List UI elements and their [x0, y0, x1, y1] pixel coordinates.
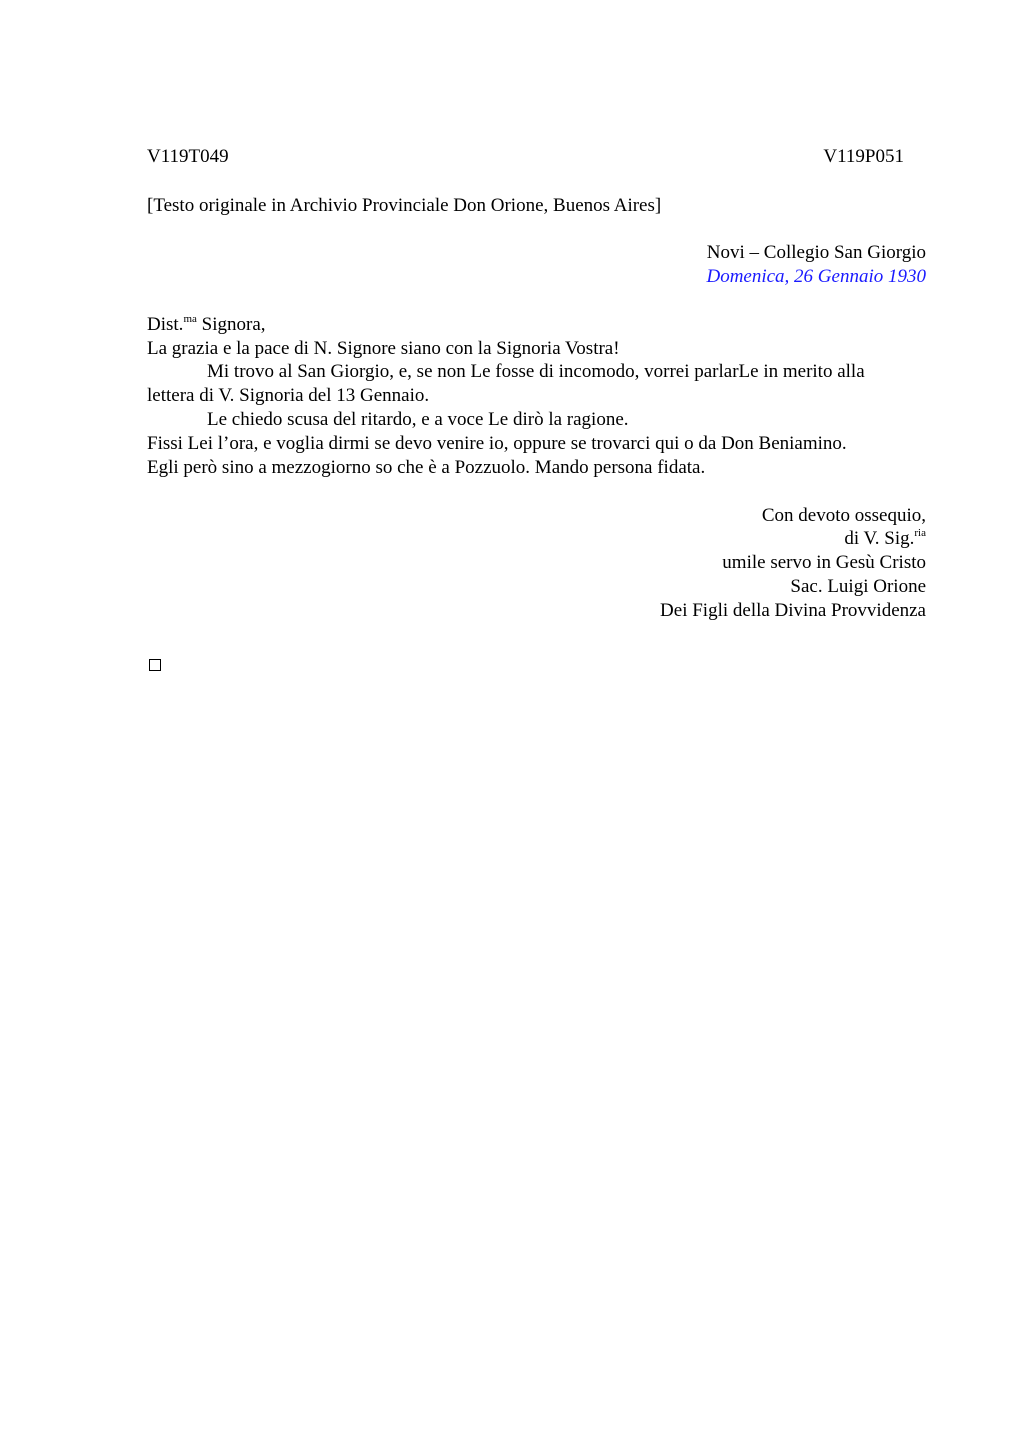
- closing-line: [844, 527, 926, 551]
- body-line: lettera di V. Signoria del 13 Gennaio.: [147, 385, 430, 406]
- body-line: Fissi Lei l’ora, e voglia dirmi se devo venire io, oppure se trovarci qui o da Don Beniamino.: [147, 433, 847, 454]
- source-note: [Testo originale in Archivio Provinciale Don Orione, Buenos Aires]: [147, 195, 662, 216]
- closing-line: umile servo in Gesù Cristo: [722, 552, 926, 573]
- body-line: La grazia e la pace di N. Signore siano con la Signoria Vostra!: [147, 338, 620, 359]
- body-line: Egli però sino a mezzogiorno so che è a Pozzuolo. Mando persona fidata.: [147, 457, 706, 478]
- closing-line-prefix: di V. Sig.: [844, 528, 915, 549]
- closing-superscript: ria: [914, 526, 926, 539]
- body-line: Le chiedo scusa del ritardo, e a voce Le dirò la ragione.: [207, 409, 629, 430]
- dateline-date: Domenica, 26 Gennaio 1930: [706, 266, 926, 287]
- document-code-right: V119P051: [823, 146, 904, 167]
- salutation-superscript: ma: [183, 312, 197, 325]
- salutation-prefix: Dist.: [147, 314, 184, 335]
- salutation-suffix: Signora,: [196, 314, 266, 335]
- body-line: Mi trovo al San Giorgio, e, se non Le fosse di incomodo, vorrei parlarLe in merito alla: [207, 361, 865, 382]
- signature-congregation: Dei Figli della Divina Provvidenza: [660, 600, 926, 621]
- salutation: [147, 313, 266, 337]
- dateline-place: Novi – Collegio San Giorgio: [706, 242, 926, 263]
- signature-name: Sac. Luigi Orione: [790, 576, 926, 597]
- document-code-left: V119T049: [147, 146, 229, 167]
- checkbox-square-icon: [149, 659, 161, 671]
- closing-line: Con devoto ossequio,: [761, 505, 926, 526]
